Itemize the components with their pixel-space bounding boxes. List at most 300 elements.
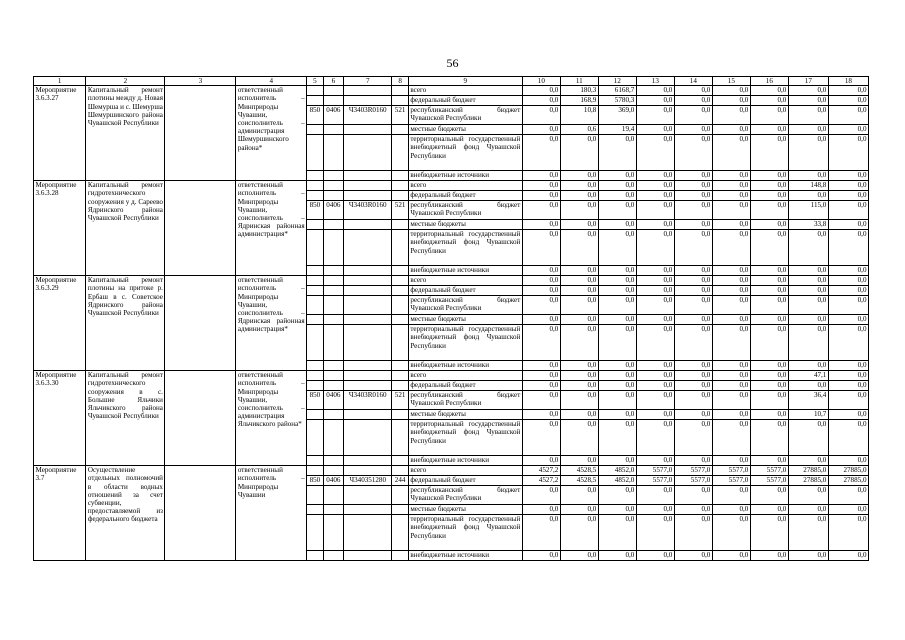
budget-code-cell [392, 410, 408, 420]
value-cell: 0,0 [712, 410, 750, 420]
budget-code-cell [344, 86, 392, 96]
value-cell: 0,0 [828, 191, 868, 201]
budget-code-cell [307, 96, 323, 106]
value-cell: 0,0 [788, 515, 828, 551]
budget-code-cell [307, 125, 323, 135]
value-cell: 0,0 [712, 296, 750, 315]
value-cell: 0,0 [828, 135, 868, 171]
value-cell: 0,0 [522, 361, 560, 371]
measure-name: Капитальный ремонт гидротехнического сооружения у д. Сареево Ядринского района Чувашской Республики [86, 181, 165, 276]
budget-code-cell [323, 371, 344, 381]
value-cell: 0,0 [560, 296, 598, 315]
value-cell: 0,0 [712, 276, 750, 286]
value-cell: 0,0 [598, 276, 636, 286]
value-cell: 0,0 [712, 220, 750, 230]
value-cell: 0,0 [750, 220, 788, 230]
measure-code: Мероприятие 3.6.3.29 [34, 276, 86, 371]
budget-code-cell [344, 505, 392, 515]
budget-code-cell [307, 315, 323, 325]
value-cell: 0,0 [674, 381, 712, 391]
budget-code-cell: 521 [392, 201, 408, 220]
value-cell: 0,0 [674, 325, 712, 361]
budget-code-cell [307, 230, 323, 266]
budget-code-cell [323, 361, 344, 371]
value-cell: 0,0 [674, 551, 712, 561]
value-cell: 0,0 [636, 515, 674, 551]
value-cell: 0,0 [828, 410, 868, 420]
value-cell: 0,0 [788, 86, 828, 96]
budget-code-cell: Ч340351280 [344, 476, 392, 486]
budget-code-cell [323, 266, 344, 276]
budget-code-cell [344, 266, 392, 276]
value-cell: 0,0 [828, 86, 868, 96]
value-cell: 0,0 [828, 325, 868, 361]
budget-code-cell [344, 135, 392, 171]
budget-code-cell [307, 505, 323, 515]
value-cell: 0,0 [674, 125, 712, 135]
header-cell: 13 [636, 77, 674, 86]
budget-code-cell [344, 381, 392, 391]
value-cell: 0,0 [636, 391, 674, 410]
value-cell: 0,0 [636, 191, 674, 201]
value-cell: 0,0 [674, 220, 712, 230]
budget-code-cell [344, 456, 392, 466]
header-cell: 4 [236, 77, 307, 86]
value-cell: 27885,0 [788, 476, 828, 486]
value-cell: 0,0 [750, 181, 788, 191]
value-cell: 0,0 [712, 505, 750, 515]
value-cell: 4528,5 [560, 476, 598, 486]
value-cell: 0,0 [712, 325, 750, 361]
value-cell: 0,0 [828, 230, 868, 266]
value-cell: 0,0 [560, 410, 598, 420]
funding-source: федеральный бюджет [408, 96, 522, 106]
value-cell: 0,0 [828, 286, 868, 296]
value-cell: 5577,0 [712, 466, 750, 476]
funding-source: местные бюджеты [408, 410, 522, 420]
value-cell: 0,0 [828, 96, 868, 106]
value-cell: 0,0 [674, 266, 712, 276]
value-cell: 0,0 [712, 171, 750, 181]
value-cell: 0,0 [560, 551, 598, 561]
value-cell: 0,0 [674, 456, 712, 466]
value-cell: 0,0 [828, 171, 868, 181]
value-cell: 0,0 [712, 135, 750, 171]
value-cell: 0,0 [750, 286, 788, 296]
budget-code-cell [307, 266, 323, 276]
program-table [33, 76, 869, 561]
value-cell: 0,0 [560, 266, 598, 276]
value-cell: 0,0 [636, 86, 674, 96]
value-cell: 0,0 [674, 391, 712, 410]
value-cell: 0,0 [598, 286, 636, 296]
budget-code-cell [392, 361, 408, 371]
budget-code-cell [392, 420, 408, 456]
value-cell: 0,0 [788, 286, 828, 296]
budget-code-cell [392, 266, 408, 276]
budget-code-cell [392, 486, 408, 505]
measure-executor: ответственный исполнитель – Минприроды Чувашии, соисполнитель – Ядринская районная администрация* [236, 276, 307, 371]
budget-code-cell [392, 551, 408, 561]
budget-code-cell [392, 230, 408, 266]
budget-code-cell [323, 505, 344, 515]
value-cell: 0,0 [598, 361, 636, 371]
value-cell: 0,0 [788, 125, 828, 135]
header-row [34, 77, 869, 86]
table-row [34, 371, 869, 381]
value-cell: 0,0 [750, 391, 788, 410]
value-cell: 0,0 [674, 276, 712, 286]
value-cell: 0,0 [522, 191, 560, 201]
value-cell: 0,0 [598, 181, 636, 191]
value-cell: 0,0 [712, 456, 750, 466]
measure-code: Мероприятие 3.6.3.28 [34, 181, 86, 276]
budget-code-cell [307, 515, 323, 551]
empty-cell [165, 86, 236, 181]
value-cell: 0,0 [788, 296, 828, 315]
budget-code-cell [323, 286, 344, 296]
value-cell: 0,0 [598, 315, 636, 325]
value-cell: 0,0 [828, 220, 868, 230]
header-cell: 14 [674, 77, 712, 86]
value-cell: 0,0 [522, 286, 560, 296]
budget-code-cell [344, 551, 392, 561]
value-cell: 0,0 [636, 325, 674, 361]
value-cell: 0,0 [636, 486, 674, 505]
value-cell: 0,0 [560, 361, 598, 371]
budget-code-cell [392, 171, 408, 181]
value-cell: 0,0 [598, 201, 636, 220]
budget-code-cell: 850 [307, 391, 323, 410]
value-cell: 0,0 [674, 371, 712, 381]
funding-source: территориальный государственный внебюджетный фонд Чувашской Республики [408, 230, 522, 266]
funding-source: республиканский бюджет Чувашской Республики [408, 486, 522, 505]
funding-source: внебюджетные источники [408, 171, 522, 181]
header-cell: 1 [34, 77, 86, 86]
value-cell: 0,0 [560, 315, 598, 325]
table-row [34, 181, 869, 191]
value-cell: 0,0 [598, 505, 636, 515]
value-cell: 0,0 [636, 220, 674, 230]
value-cell: 5577,0 [674, 466, 712, 476]
header-cell: 10 [522, 77, 560, 86]
value-cell: 0,0 [674, 515, 712, 551]
value-cell: 0,0 [560, 325, 598, 361]
budget-code-cell [392, 325, 408, 361]
value-cell: 0,0 [598, 266, 636, 276]
budget-code-cell [307, 181, 323, 191]
table-row [34, 466, 869, 476]
budget-code-cell [392, 125, 408, 135]
value-cell: 0,0 [712, 371, 750, 381]
budget-code-cell [307, 276, 323, 286]
budget-code-cell [307, 466, 323, 476]
value-cell: 0,0 [712, 315, 750, 325]
budget-code-cell [307, 486, 323, 505]
budget-code-cell [344, 315, 392, 325]
value-cell: 0,0 [560, 220, 598, 230]
budget-code-cell [344, 361, 392, 371]
budget-code-cell [344, 191, 392, 201]
header-cell: 15 [712, 77, 750, 86]
measure-executor: ответственный исполнитель – Минприроды Чувашии [236, 466, 307, 561]
value-cell: 0,0 [788, 106, 828, 125]
value-cell: 0,0 [674, 361, 712, 371]
value-cell: 19,4 [598, 125, 636, 135]
value-cell: 0,0 [750, 135, 788, 171]
budget-code-cell [323, 456, 344, 466]
value-cell: 0,0 [750, 315, 788, 325]
budget-code-cell [392, 466, 408, 476]
value-cell: 0,0 [788, 230, 828, 266]
value-cell: 0,0 [522, 276, 560, 286]
value-cell: 0,0 [750, 125, 788, 135]
value-cell: 0,0 [712, 420, 750, 456]
value-cell: 0,0 [750, 371, 788, 381]
budget-code-cell [344, 171, 392, 181]
budget-code-cell [392, 371, 408, 381]
funding-source: республиканский бюджет Чувашской Республики [408, 106, 522, 125]
budget-code-cell [392, 315, 408, 325]
funding-source: внебюджетные источники [408, 361, 522, 371]
value-cell: 168,9 [560, 96, 598, 106]
value-cell: 27885,0 [828, 466, 868, 476]
value-cell: 0,0 [598, 420, 636, 456]
value-cell: 0,0 [522, 181, 560, 191]
value-cell: 0,0 [522, 220, 560, 230]
value-cell: 0,0 [522, 515, 560, 551]
value-cell: 0,0 [788, 486, 828, 505]
budget-code-cell [307, 296, 323, 315]
value-cell: 0,0 [560, 515, 598, 551]
budget-code-cell: 850 [307, 476, 323, 486]
budget-code-cell: 0406 [323, 391, 344, 410]
value-cell: 6168,7 [598, 86, 636, 96]
budget-code-cell [392, 96, 408, 106]
budget-code-cell [307, 361, 323, 371]
value-cell: 0,0 [560, 135, 598, 171]
value-cell: 27885,0 [788, 466, 828, 476]
budget-code-cell [323, 135, 344, 171]
budget-code-cell [323, 410, 344, 420]
budget-code-cell [392, 515, 408, 551]
value-cell: 0,0 [788, 420, 828, 456]
value-cell: 0,0 [712, 391, 750, 410]
budget-code-cell [344, 486, 392, 505]
value-cell: 0,0 [828, 456, 868, 466]
value-cell: 0,0 [674, 135, 712, 171]
value-cell: 5577,0 [712, 476, 750, 486]
budget-code-cell [344, 125, 392, 135]
funding-source: федеральный бюджет [408, 191, 522, 201]
value-cell: 0,0 [750, 106, 788, 125]
value-cell: 0,0 [788, 325, 828, 361]
funding-source: федеральный бюджет [408, 286, 522, 296]
value-cell: 0,0 [750, 86, 788, 96]
budget-code-cell [392, 381, 408, 391]
value-cell: 0,0 [636, 125, 674, 135]
funding-source: всего [408, 371, 522, 381]
value-cell: 0,0 [828, 361, 868, 371]
budget-code-cell [323, 515, 344, 551]
measure-name: Капитальный ремонт плотины на притоке р. Ербаш в с. Советское Ядринского района Чувашской Республики [86, 276, 165, 371]
value-cell: 0,0 [712, 361, 750, 371]
budget-code-cell [392, 220, 408, 230]
value-cell: 0,0 [522, 325, 560, 361]
value-cell: 0,0 [598, 551, 636, 561]
funding-source: территориальный государственный внебюджетный фонд Чувашской Республики [408, 515, 522, 551]
value-cell: 0,0 [522, 315, 560, 325]
budget-code-cell: Ч3403R0160 [344, 391, 392, 410]
value-cell: 10,7 [788, 410, 828, 420]
value-cell: 4527,2 [522, 466, 560, 476]
budget-code-cell: 0406 [323, 476, 344, 486]
funding-source: всего [408, 181, 522, 191]
value-cell: 0,0 [828, 201, 868, 220]
value-cell: 0,0 [560, 505, 598, 515]
value-cell: 0,0 [598, 371, 636, 381]
budget-code-cell [323, 181, 344, 191]
value-cell: 0,0 [750, 325, 788, 361]
value-cell: 0,0 [712, 106, 750, 125]
value-cell: 0,0 [560, 456, 598, 466]
value-cell: 0,0 [636, 106, 674, 125]
value-cell: 0,0 [750, 201, 788, 220]
value-cell: 0,0 [788, 266, 828, 276]
funding-source: республиканский бюджет Чувашской Республики [408, 201, 522, 220]
value-cell: 0,0 [522, 505, 560, 515]
value-cell: 0,0 [674, 286, 712, 296]
value-cell: 0,0 [750, 266, 788, 276]
value-cell: 0,0 [674, 505, 712, 515]
value-cell: 0,0 [636, 276, 674, 286]
budget-code-cell [344, 181, 392, 191]
empty-cell [165, 181, 236, 276]
budget-code-cell [307, 191, 323, 201]
value-cell: 0,0 [636, 135, 674, 171]
value-cell: 0,0 [788, 361, 828, 371]
header-cell: 3 [165, 77, 236, 86]
value-cell: 0,0 [674, 230, 712, 266]
value-cell: 0,0 [598, 296, 636, 315]
measure-name: Капитальный ремонт гидротехнического сооружения в с. Большие Яльчики Яльчикского района Чувашской Республики [86, 371, 165, 466]
budget-code-cell [344, 220, 392, 230]
value-cell: 0,0 [636, 230, 674, 266]
value-cell: 0,0 [674, 86, 712, 96]
value-cell: 0,0 [828, 296, 868, 315]
value-cell: 0,0 [522, 410, 560, 420]
value-cell: 0,0 [522, 456, 560, 466]
value-cell: 0,0 [522, 96, 560, 106]
header-cell: 2 [86, 77, 165, 86]
funding-source: федеральный бюджет [408, 476, 522, 486]
budget-code-cell [392, 86, 408, 96]
value-cell: 0,0 [828, 266, 868, 276]
value-cell: 0,0 [636, 286, 674, 296]
budget-code-cell [392, 286, 408, 296]
value-cell: 0,0 [788, 456, 828, 466]
value-cell: 0,0 [674, 96, 712, 106]
value-cell: 0,0 [598, 515, 636, 551]
budget-code-cell: 521 [392, 391, 408, 410]
value-cell: 0,0 [750, 361, 788, 371]
budget-code-cell [323, 486, 344, 505]
value-cell: 0,0 [598, 230, 636, 266]
budget-code-cell [323, 276, 344, 286]
value-cell: 36,4 [788, 391, 828, 410]
budget-code-cell [344, 420, 392, 456]
header-cell: 18 [828, 77, 868, 86]
value-cell: 0,0 [522, 381, 560, 391]
value-cell: 0,0 [674, 191, 712, 201]
value-cell: 0,0 [750, 515, 788, 551]
budget-code-cell: 521 [392, 106, 408, 125]
value-cell: 0,0 [674, 410, 712, 420]
value-cell: 0,0 [674, 106, 712, 125]
page-number: 56 [446, 56, 459, 70]
measure-code: Мероприятие 3.6.3.30 [34, 371, 86, 466]
budget-code-cell [344, 466, 392, 476]
measure-code: Мероприятие 3.6.3.27 [34, 86, 86, 181]
budget-code-cell [307, 286, 323, 296]
budget-code-cell: 244 [392, 476, 408, 486]
value-cell: 0,0 [522, 486, 560, 505]
value-cell: 0,0 [522, 201, 560, 220]
budget-code-cell [307, 86, 323, 96]
budget-code-cell [307, 551, 323, 561]
value-cell: 148,8 [788, 181, 828, 191]
value-cell: 0,0 [522, 125, 560, 135]
value-cell: 0,0 [788, 551, 828, 561]
value-cell: 0,0 [560, 276, 598, 286]
budget-code-cell [323, 171, 344, 181]
funding-source: местные бюджеты [408, 220, 522, 230]
value-cell: 0,0 [522, 371, 560, 381]
value-cell: 0,0 [560, 391, 598, 410]
value-cell: 0,0 [560, 420, 598, 456]
budget-code-cell [344, 515, 392, 551]
value-cell: 33,8 [788, 220, 828, 230]
value-cell: 369,0 [598, 106, 636, 125]
budget-code-cell [323, 230, 344, 266]
value-cell: 0,0 [560, 486, 598, 505]
value-cell: 0,0 [636, 181, 674, 191]
header-cell: 7 [344, 77, 392, 86]
value-cell: 0,0 [636, 266, 674, 276]
value-cell: 0,0 [522, 296, 560, 315]
value-cell: 4528,5 [560, 466, 598, 476]
value-cell: 0,0 [828, 486, 868, 505]
budget-code-cell [344, 230, 392, 266]
value-cell: 0,0 [598, 220, 636, 230]
value-cell: 0,0 [788, 505, 828, 515]
budget-code-cell [307, 171, 323, 181]
value-cell: 0,0 [598, 391, 636, 410]
funding-source: местные бюджеты [408, 315, 522, 325]
measure-name: Осуществление отдельных полномочий в области водных отношений за счет субвенции, предоставляемой из федерального бюджета [86, 466, 165, 561]
funding-source: территориальный государственный внебюджетный фонд Чувашской Республики [408, 420, 522, 456]
budget-code-cell: Ч3403R0160 [344, 106, 392, 125]
header-cell: 17 [788, 77, 828, 86]
value-cell: 0,0 [636, 420, 674, 456]
budget-code-cell [323, 96, 344, 106]
value-cell: 0,0 [636, 456, 674, 466]
funding-source: всего [408, 466, 522, 476]
measure-executor: ответственный исполнитель – Минприроды Чувашии, соисполнитель – администрация Яльчикского района* [236, 371, 307, 466]
value-cell: 0,0 [788, 381, 828, 391]
budget-code-cell [323, 191, 344, 201]
funding-source: федеральный бюджет [408, 381, 522, 391]
